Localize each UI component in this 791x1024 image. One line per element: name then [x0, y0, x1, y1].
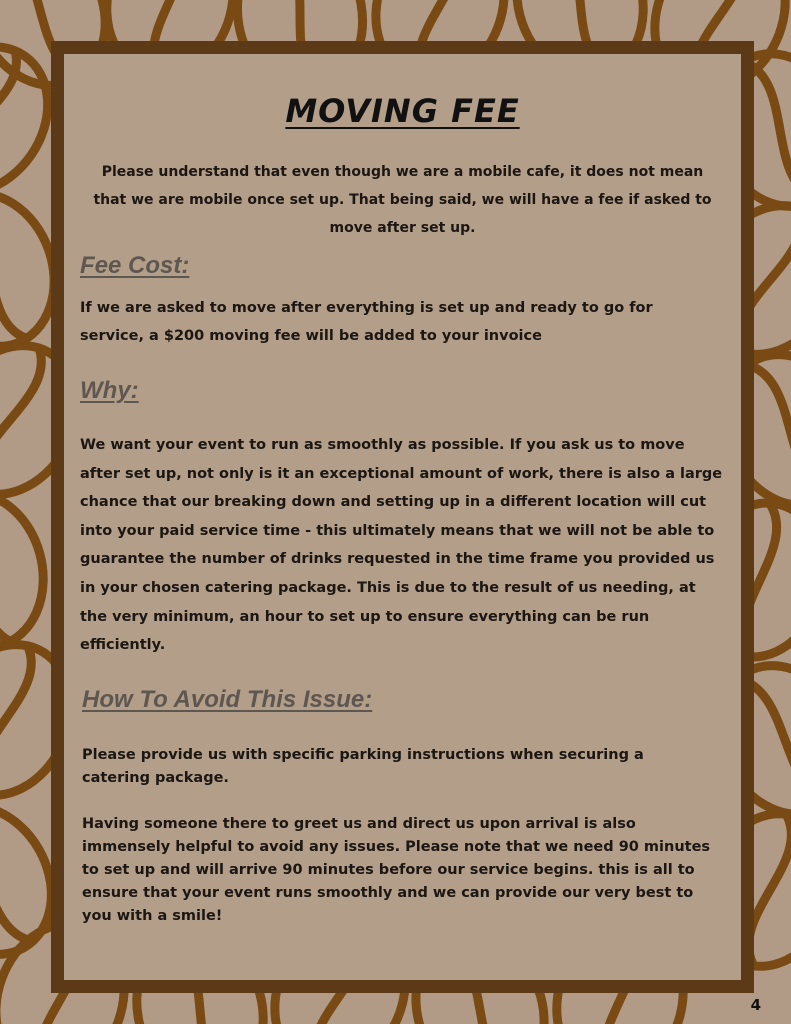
page-title: MOVING FEE: [285, 92, 520, 130]
arrival-greeting-paragraph: Having someone there to greet us and direct us upon arrival is also immensely helpful to avoid any issues. Please note that we need 90 minutes to set up and will arrive 90 minutes before our service begins. this is all to ensure that your event runs smoothly and we can provide our very best to you with a smile!: [82, 816, 711, 924]
parking-instructions-paragraph: Please provide us with specific parking instructions when securing a catering package.: [82, 747, 644, 786]
content-card: [51, 41, 754, 993]
intro-paragraph: Please understand that even though we are a mobile cafe, it does not mean that we are mobile once set up. That being said, we will have a fee if asked to move after set up.: [93, 164, 712, 236]
fee-cost-body: If we are asked to move after everything is set up and ready to go for service, a $200 moving fee will be added to your invoice: [80, 300, 653, 344]
why-body: We want your event to run as smoothly as possible. If you ask us to move after set up, not only is it an exceptional amount of work, there is also a large chance that our breaking down and setting up in a different location will cut into your paid service time - this ultimately means that we will not be able to guarantee the number of drinks requested in the time frame you provided us in your chosen catering package. This is due to the result of us needing, at the very minimum, an hour to set up to ensure everything can be run efficiently.: [80, 437, 723, 654]
why-heading: Why:: [80, 377, 139, 404]
page-number: 4: [750, 996, 761, 1014]
fee-cost-heading: Fee Cost:: [80, 252, 190, 279]
how-to-avoid-heading: How To Avoid This Issue:: [82, 686, 373, 713]
